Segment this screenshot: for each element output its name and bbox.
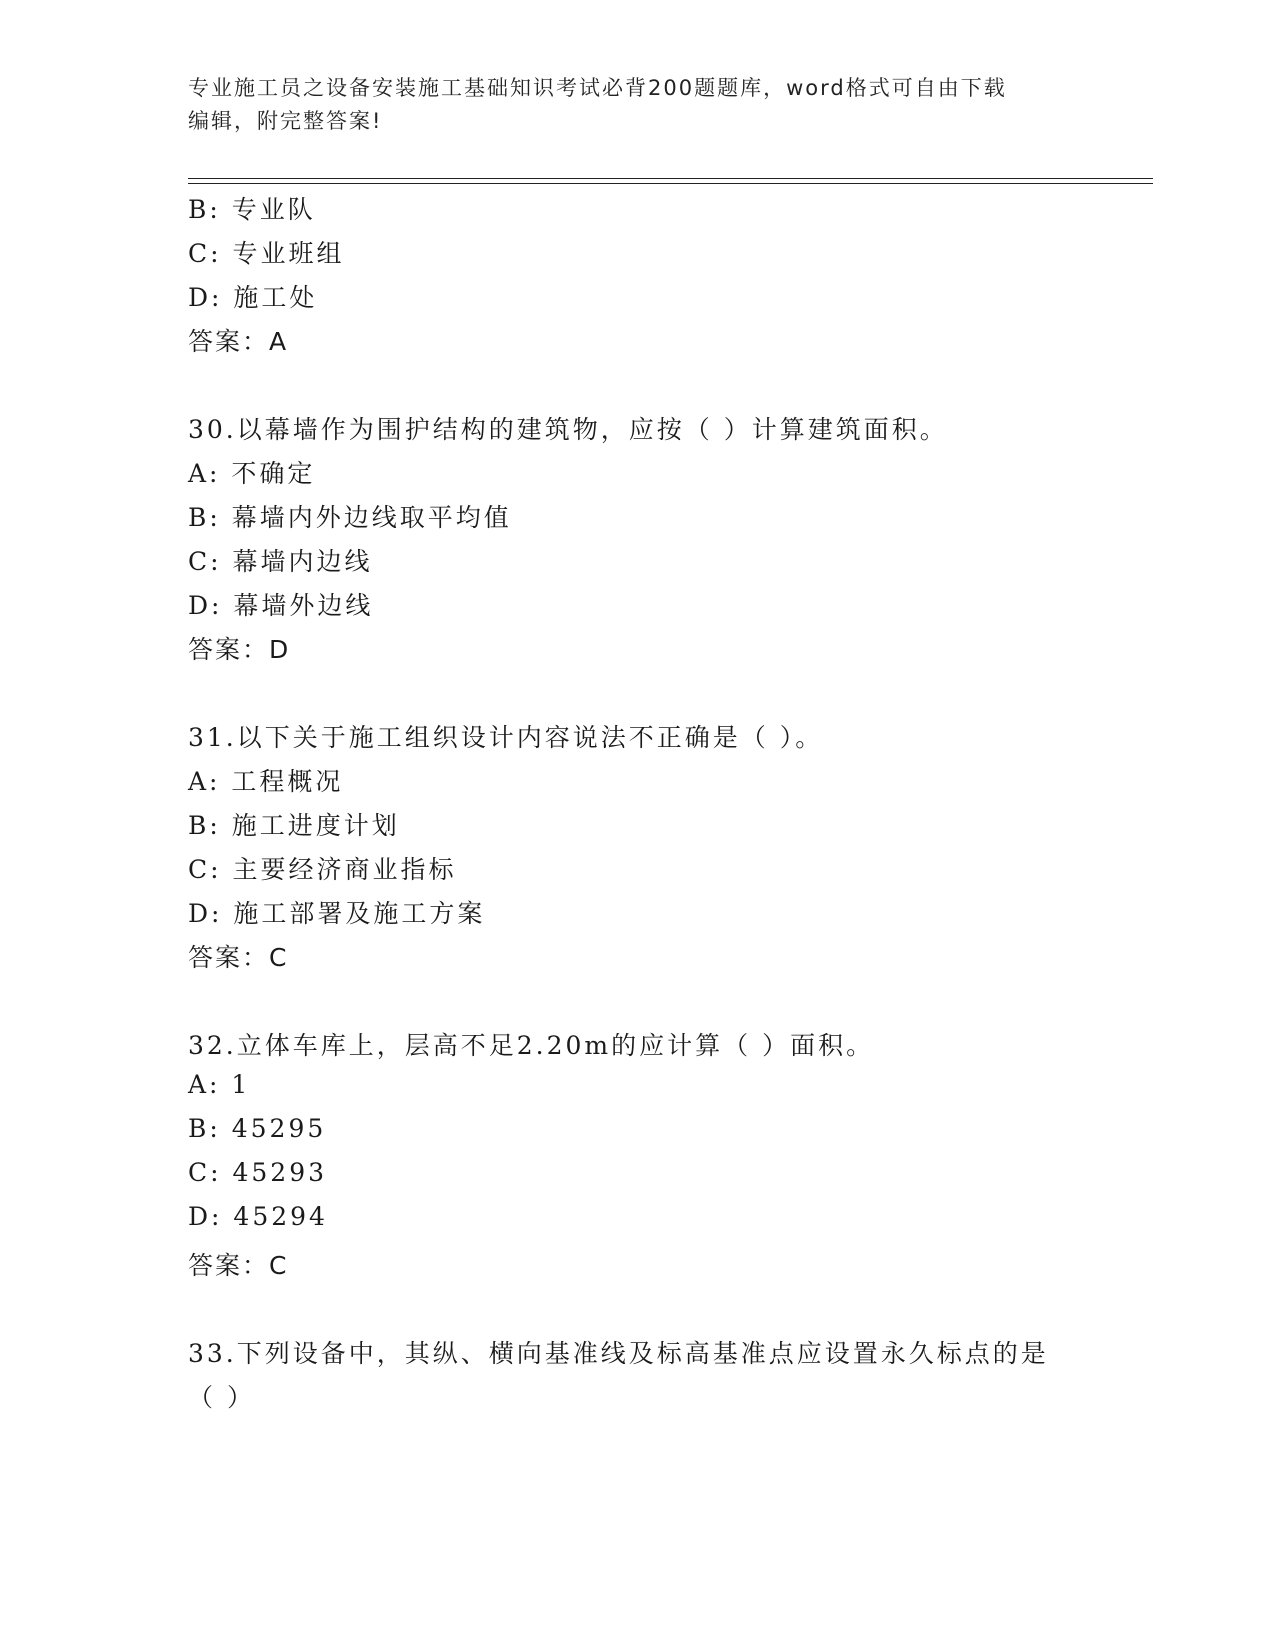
q32-answer: 答案：C [188, 1251, 289, 1280]
q30-answer: 答案：D [188, 635, 291, 664]
q30-option-b: B: 幕墙内外边线取平均值 [188, 503, 512, 532]
q30-option-c: C: 幕墙内边线 [188, 547, 373, 576]
q32-option-a: A: 1 [188, 1070, 251, 1099]
q32-question: 32.立体车库上，层高不足2.20m的应计算（ ）面积。 [188, 1031, 875, 1060]
q30-option-d: D: 幕墙外边线 [188, 591, 374, 620]
header-divider-top [188, 178, 1153, 179]
q29-option-b: B: 专业队 [188, 195, 316, 224]
q32-option-d: D: 45294 [188, 1202, 328, 1231]
q31-option-a: A: 工程概况 [188, 767, 344, 796]
q31-question: 31.以下关于施工组织设计内容说法不正确是（ ）。 [188, 723, 824, 752]
q33-question-line-1: 33.下列设备中，其纵、横向基准线及标高基准点应设置永久标点的是 [188, 1339, 1049, 1368]
q29-option-d: D: 施工处 [188, 283, 318, 312]
q29-option-c: C: 专业班组 [188, 239, 345, 268]
q29-answer: 答案：A [188, 327, 289, 356]
document-header [188, 72, 1088, 138]
q31-answer: 答案：C [188, 943, 289, 972]
header-title-line-1: 专业施工员之设备安装施工基础知识考试必背200题题库，word格式可自由下载 [188, 76, 1007, 100]
q32-option-c: C: 45293 [188, 1158, 328, 1187]
q31-option-b: B: 施工进度计划 [188, 811, 400, 840]
q31-option-d: D: 施工部署及施工方案 [188, 899, 486, 928]
q32-option-b: B: 45295 [188, 1114, 327, 1143]
q30-option-a: A: 不确定 [188, 459, 316, 488]
q30-question: 30.以幕墙作为围护结构的建筑物，应按（ ）计算建筑面积。 [188, 415, 948, 444]
header-divider-bottom [188, 183, 1153, 184]
header-title-line-2: 编辑，附完整答案! [188, 109, 383, 133]
q33-question-line-2: （ ） [188, 1383, 255, 1412]
q31-option-c: C: 主要经济商业指标 [188, 855, 457, 884]
